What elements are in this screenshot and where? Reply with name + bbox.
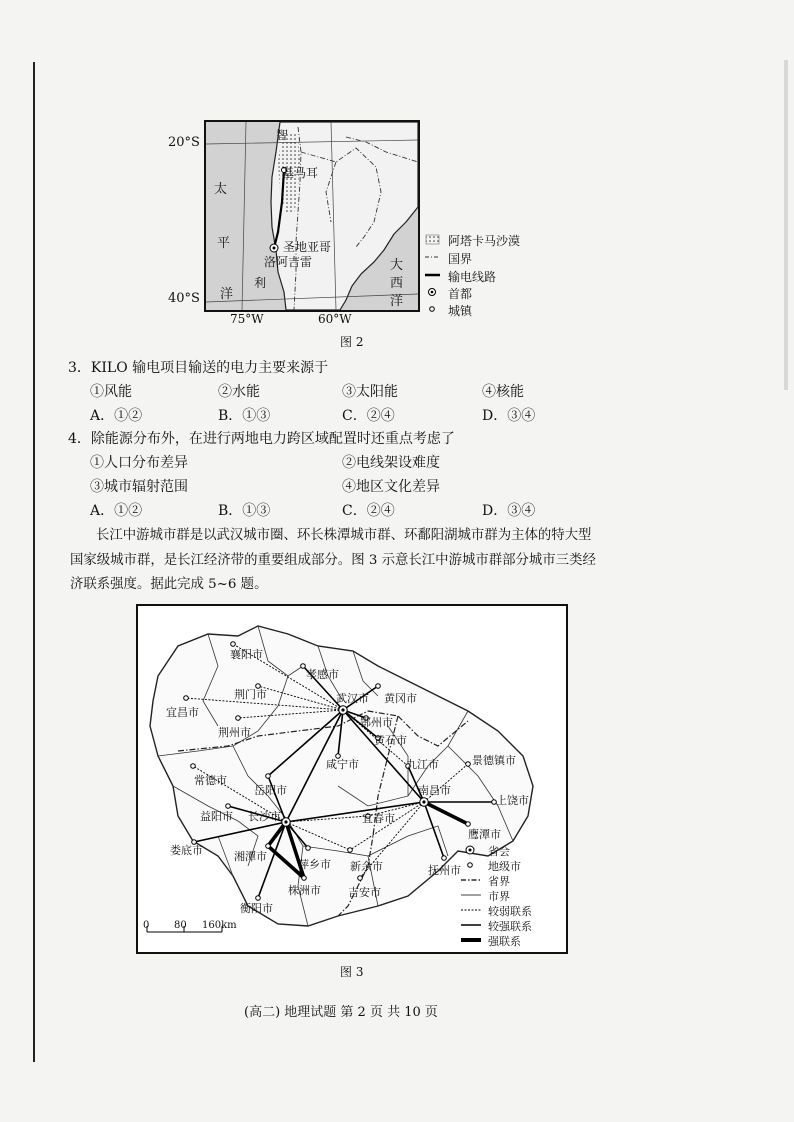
city-label-jingdezhen: 景德镇市: [472, 754, 516, 767]
chile-label-1: 智: [276, 128, 289, 142]
legend-town: 城镇: [448, 304, 473, 318]
city-label-pingxiang: 萍乡市: [298, 858, 331, 871]
city-marker-pingxiang: [306, 846, 311, 851]
q3-option-a[interactable]: A．①②: [90, 408, 143, 424]
santiago-label: 圣地亚哥: [283, 240, 332, 254]
capital-legend-icon: [431, 291, 434, 294]
q3-stem: 3．KILO 输电项目输送的电力主要来源于: [68, 360, 329, 376]
city-label-xiangyang: 襄阳市: [230, 648, 263, 661]
passage-line-2: 国家级城市群，是长江经济带的重要组成部分。图 3 示意长江中游城市群部分城市三类经: [70, 553, 596, 568]
city-label-shangrao: 上饶市: [496, 794, 529, 807]
city-marker-jingdezhen: [466, 762, 471, 767]
city-marker-zhuzhou: [302, 876, 307, 881]
city-marker-yichang: [184, 696, 189, 701]
pacific-label-1: 太: [214, 182, 228, 197]
q4-option-b[interactable]: B．①③: [218, 503, 271, 519]
city-marker-huanggang: [376, 684, 381, 689]
legend-weak-link: 较弱联系: [488, 905, 532, 918]
city-marker-yueyang: [266, 774, 271, 779]
legend-strong-link: 较强联系: [488, 920, 532, 933]
figure-2-map: [204, 120, 420, 312]
city-label-xinyu: 新余市: [350, 860, 383, 873]
legend-border: 国界: [448, 252, 473, 266]
capital-dot-changsha: [284, 820, 287, 823]
q4-item-2: ②电线架设难度: [342, 455, 440, 471]
city-label-jingmen: 荆门市: [234, 688, 267, 701]
city-label-wuhan: 武汉市: [336, 692, 369, 705]
figure-3-caption: 图 3: [340, 965, 364, 979]
atlantic-label-3: 洋: [390, 294, 404, 309]
capital-dot-wuhan: [341, 708, 344, 711]
legend-province-border: 省界: [488, 875, 510, 888]
prefecture-city-legend-icon: [468, 863, 473, 868]
chile-label-2: 利: [254, 276, 267, 290]
pacific-label-2: 平: [217, 236, 231, 251]
scrollbar[interactable]: [784, 60, 788, 390]
atlantic-label-1: 大: [390, 258, 404, 273]
legend-power-line: 输电线路: [448, 270, 497, 284]
q4-option-a[interactable]: A．①②: [90, 503, 143, 519]
passage-line-3: 济联系强度。据此完成 5~6 题。: [70, 577, 268, 592]
figure-2-map-svg: [206, 122, 418, 310]
city-label-yiyang: 益阳市: [200, 810, 233, 823]
q3-option-c[interactable]: C．②④: [342, 408, 395, 424]
scale-160: 160km: [202, 920, 237, 931]
city-label-xiaogan: 孝感市: [306, 668, 339, 681]
city-marker-xinyu: [348, 848, 353, 853]
legend-prefecture-city: 地级市: [488, 860, 521, 873]
city-marker-jingzhou: [236, 716, 241, 721]
city-label-huangshi: 黄石市: [374, 734, 407, 747]
city-label-ezhou: 鄂州市: [360, 716, 393, 729]
q3-item-4: ④核能: [482, 384, 524, 400]
scale-80: 80: [174, 920, 187, 931]
binding-margin-line: [33, 62, 35, 1062]
city-marker-fuzhou: [442, 856, 447, 861]
city-marker-jian: [358, 876, 363, 881]
legend-provincial-capital: 省会: [488, 845, 510, 858]
city-label-changde: 常德市: [194, 774, 227, 787]
pacific-label-3: 洋: [220, 287, 234, 302]
city-marker-xiaogan: [301, 664, 306, 669]
city-label-yichang: 宜昌市: [166, 706, 199, 719]
city-label-xiangtan: 湘潭市: [234, 850, 267, 863]
q3-item-1: ①风能: [90, 384, 132, 400]
iquique-label: 基马耳: [282, 166, 319, 180]
q4-item-3: ③城市辐射范围: [90, 479, 188, 495]
city-label-jingzhou: 荆州市: [218, 726, 251, 739]
legend-desert: 阿塔卡马沙漠: [448, 234, 521, 248]
figure-3-map: [136, 604, 568, 954]
lat-label-20s: 20°S: [168, 135, 200, 150]
q3-option-b[interactable]: B．①③: [218, 408, 271, 424]
city-label-hengyang: 衡阳市: [240, 902, 273, 915]
scale-0: 0: [143, 920, 150, 931]
town-legend-icon: [430, 307, 435, 312]
q4-option-c[interactable]: C．②④: [342, 503, 395, 519]
lat-label-40s: 40°S: [168, 291, 200, 306]
city-label-yueyang: 岳阳市: [254, 784, 287, 797]
legend-very-strong-link: 强联系: [488, 935, 521, 948]
q3-item-2: ②水能: [218, 384, 260, 400]
q3-item-3: ③太阳能: [342, 384, 398, 400]
city-label-zhuzhou: 株洲市: [288, 884, 321, 897]
figure-3-legend-icons: [460, 844, 484, 948]
loaguirre-label: 洛阿吉雷: [264, 255, 313, 269]
figure-2-caption: 图 2: [340, 335, 364, 349]
city-label-yingtan: 鹰潭市: [468, 828, 501, 841]
city-label-nanchang: 南昌市: [418, 784, 451, 797]
lon-label-60w: 60°W: [318, 312, 352, 326]
city-label-fuzhou: 抚州市: [428, 864, 461, 877]
q4-item-1: ①人口分布差异: [90, 455, 188, 471]
city-marker-changde: [191, 764, 196, 769]
q4-option-d[interactable]: D．③④: [482, 503, 536, 519]
q4-stem: 4．除能源分布外，在进行两地电力跨区域配置时还重点考虑了: [68, 431, 455, 447]
q3-option-d[interactable]: D．③④: [482, 408, 536, 424]
capital-dot-nanchang: [422, 800, 425, 803]
city-label-huanggang: 黄冈市: [384, 692, 417, 705]
atlantic-label-2: 西: [390, 276, 404, 291]
city-label-changsha: 长沙市: [248, 810, 281, 823]
city-label-jiujiang: 九江市: [406, 758, 439, 771]
q4-item-4: ④地区文化差异: [342, 479, 440, 495]
city-label-xianning: 咸宁市: [326, 758, 359, 771]
page-footer: (高二) 地理试题 第 2 页 共 10 页: [244, 1005, 438, 1020]
desert-legend-icon: [426, 235, 439, 244]
city-label-jian: 吉安市: [348, 886, 381, 899]
city-label-yichun: 宜春市: [362, 812, 395, 825]
legend-capital: 首都: [448, 287, 473, 301]
legend-city-border: 市界: [488, 890, 510, 903]
lon-label-75w: 75°W: [230, 312, 264, 326]
passage-line-1: 长江中游城市群是以武汉城市圈、环长株潭城市群、环鄱阳湖城市群为主体的特大型: [96, 528, 592, 543]
city-label-loudi: 娄底市: [170, 844, 203, 857]
